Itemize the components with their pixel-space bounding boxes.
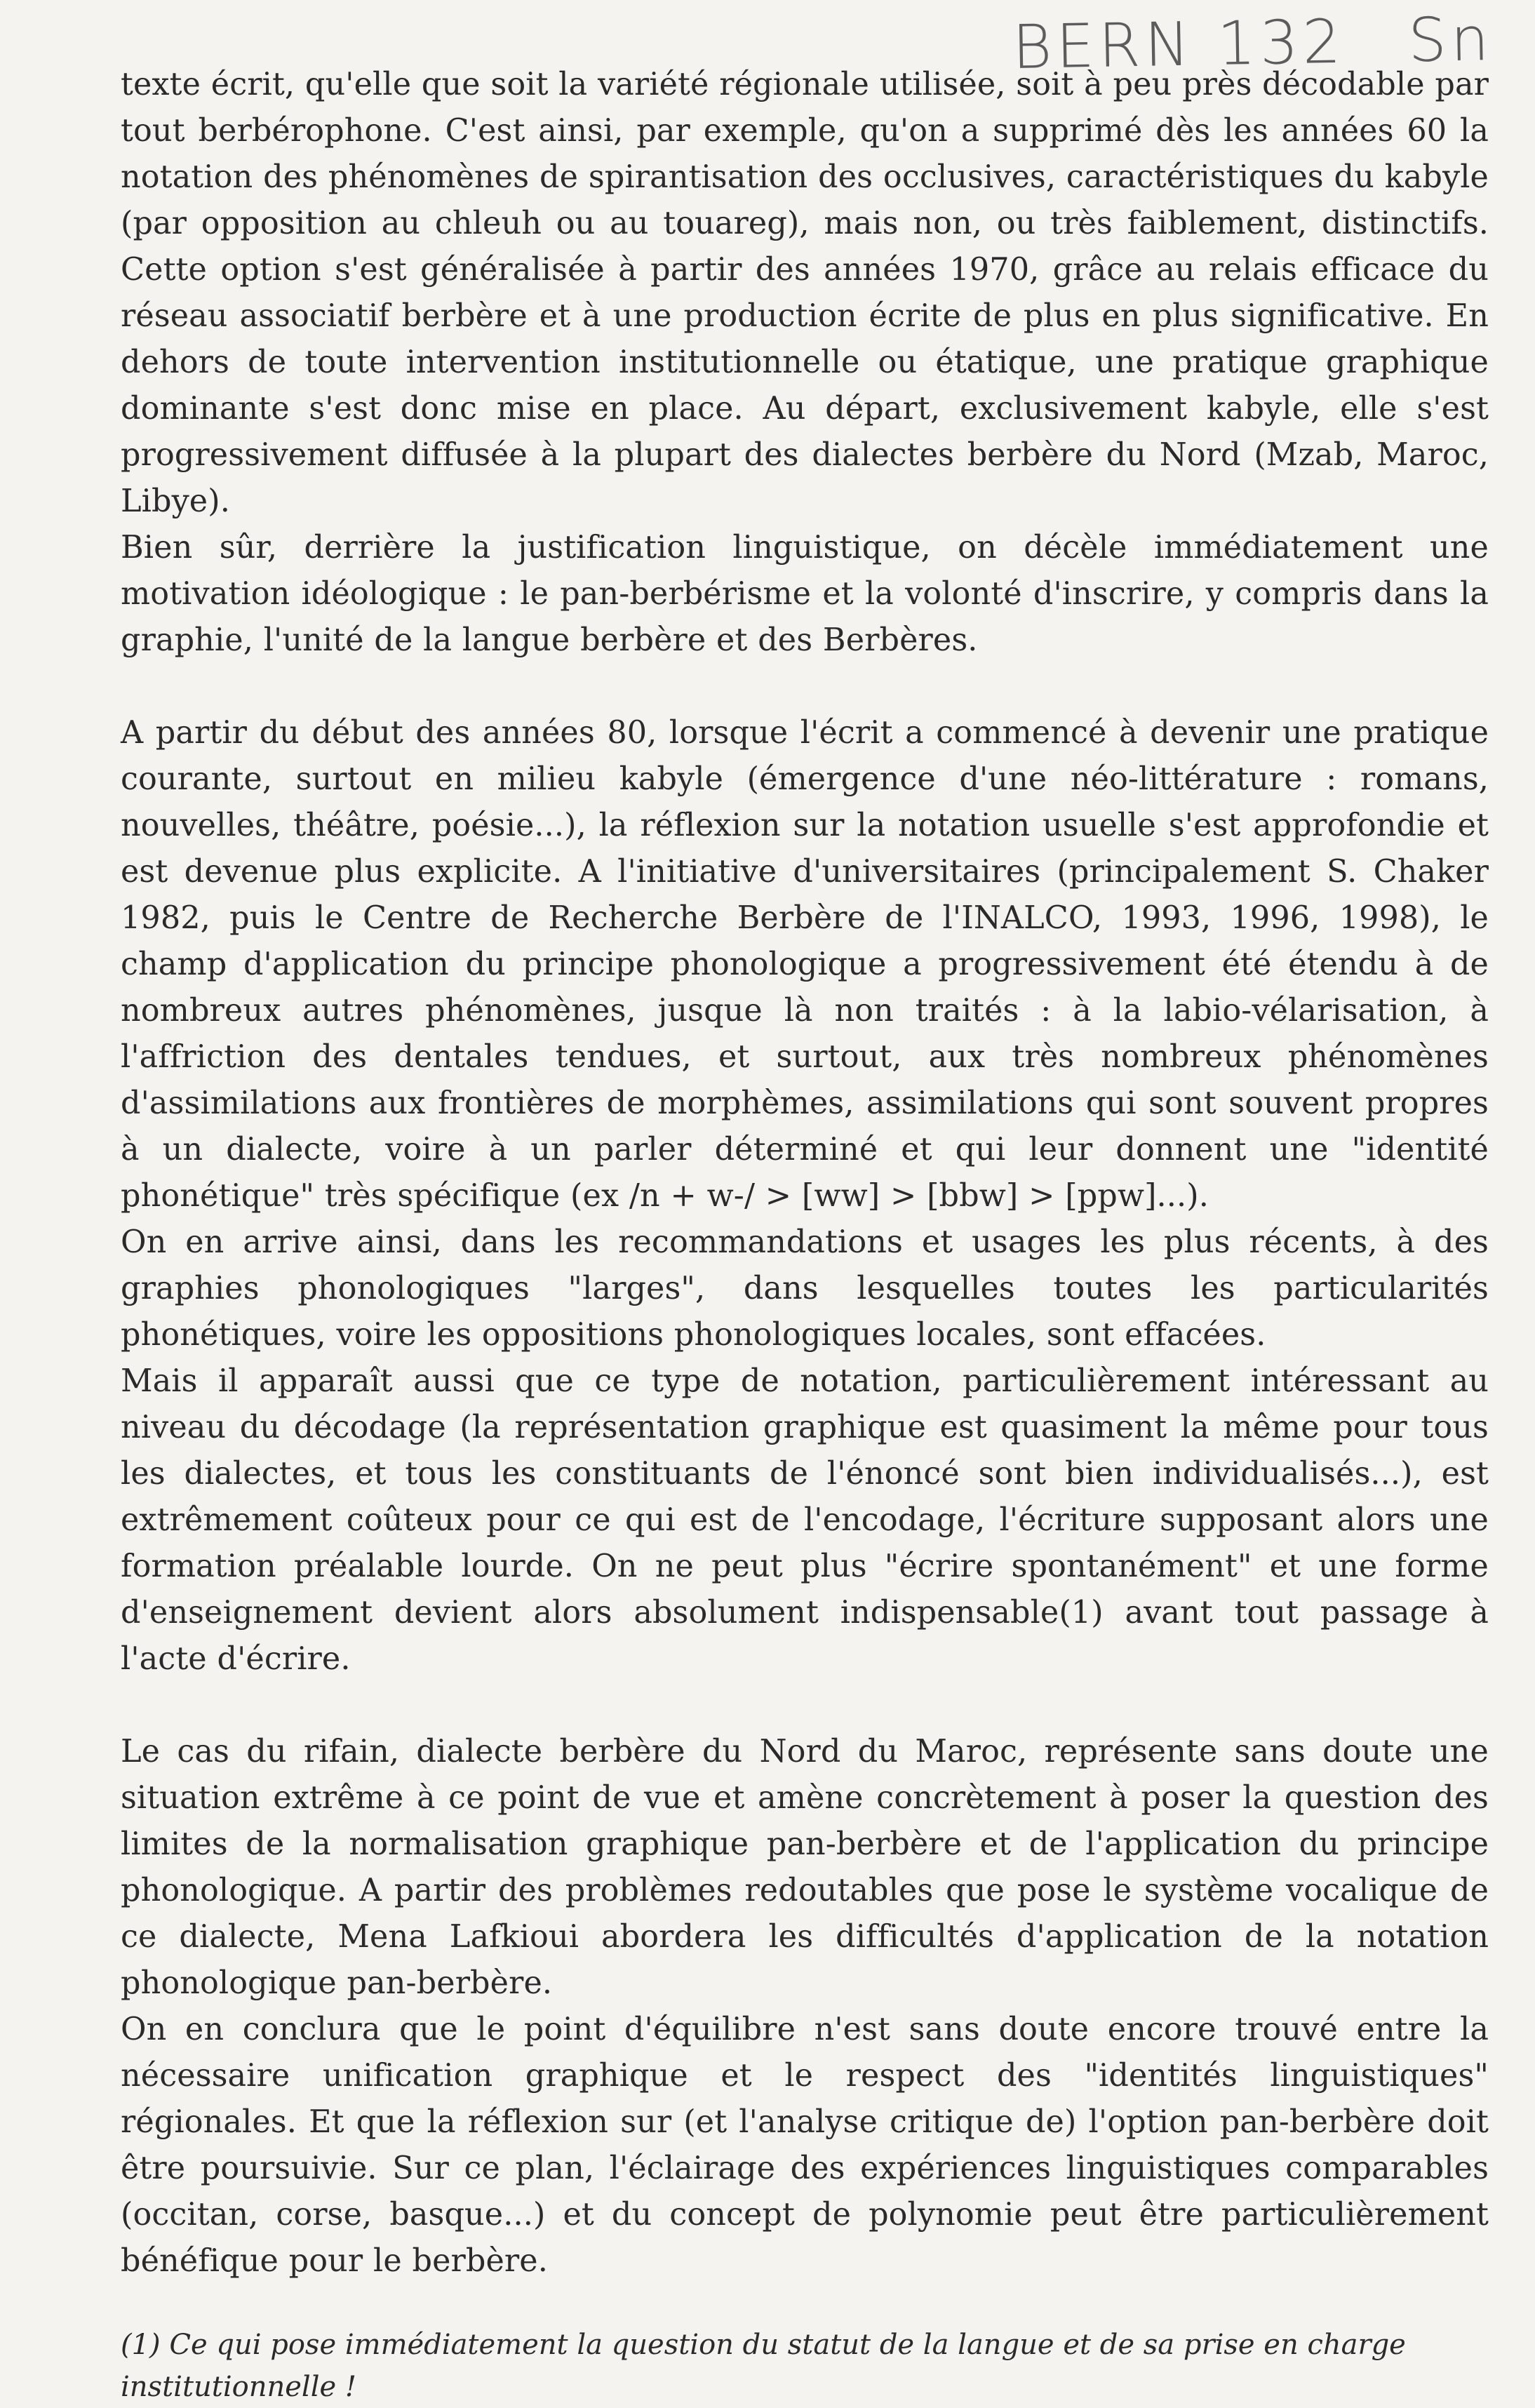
document-body: [121, 62, 1489, 2408]
footnote: (1) Ce qui pose immédiatement la question du statut de la langue et de sa prise en charge institutionnelle !: [121, 2329, 1406, 2403]
paragraph-7: On en conclura que le point d'équilibre n'est sans doute encore trouvé entre la nécessaire unification graphique et le respect des "identités linguistiques" régionales. Et que la réflexion sur (et l'analyse critique de) l'option pan-berbère doit être poursuivie. Sur ce plan, l'éclairage des expériences linguistiques comparables (occitan, corse, basque...) et du concept de polynomie peut être particulièrement bénéfique pour le berbère.: [121, 2012, 1489, 2279]
paragraph-2: Bien sûr, derrière la justification linguistique, on décèle immédiatement une motivation idéologique : le pan-berbérisme et la volonté d'inscrire, y compris dans la graphie, l'unité de la langue berbère et des Berbères.: [121, 530, 1489, 658]
paragraph-5: Mais il apparaît aussi que ce type de notation, particulièrement intéressant au niveau du décodage (la représentation graphique est quasiment la même pour tous les dialectes, et tous les constituants de l'énoncé sont bien individualisés...), est extrêmement coûteux pour ce qui est de l'encodage, l'écriture supposant alors une formation préalable lourde. On ne peut plus "écrire spontanément" et une forme d'enseignement devient alors absolument indispensable(1) avant tout passage à l'acte d'écrire.: [121, 1363, 1489, 1677]
paragraph-6: Le cas du rifain, dialecte berbère du Nord du Maroc, représente sans doute une situation extrême à ce point de vue et amène concrètement à poser la question des limites de la normalisation graphique pan-berbère et de l'application du principe phonologique. A partir des problèmes redoutables que pose le système vocalique de ce dialecte, Mena Lafkioui abordera les difficultés d'application de la notation phonologique pan-berbère.: [121, 1734, 1489, 2001]
paragraph-1: texte écrit, qu'elle que soit la variété régionale utilisée, soit à peu près décodable par tout berbérophone. C'est ainsi, par exemple, qu'on a supprimé dès les années 60 la notation des phénomènes de spirantisation des occlusives, caractéristiques du kabyle (par opposition au chleuh ou au touareg), mais non, ou très faiblement, distinctifs. Cette option s'est généralisée à partir des années 1970, grâce au relais efficace du réseau associatif berbère et à une production écrite de plus en plus significative. En dehors de toute intervention institutionnelle ou étatique, une pratique graphique dominante s'est donc mise en place. Au départ, exclusivement kabyle, elle s'est progressivement diffusée à la plupart des dialectes berbère du Nord (Mzab, Maroc, Libye).: [121, 67, 1489, 519]
paragraph-4: On en arrive ainsi, dans les recommandations et usages les plus récents, à des graphies phonologiques "larges", dans lesquelles toutes les particularités phonétiques, voire les oppositions phonologiques locales, sont effacées.: [121, 1224, 1489, 1353]
paragraph-3: A partir du début des années 80, lorsque l'écrit a commencé à devenir une pratique courante, surtout en milieu kabyle (émergence d'une néo-littérature : romans, nouvelles, théâtre, poésie...), la réflexion sur la notation usuelle s'est approfondie et est devenue plus explicite. A l'initiative d'universitaires (principalement S. Chaker 1982, puis le Centre de Recherche Berbère de l'INALCO, 1993, 1996, 1998), le champ d'application du principe phonologique a progressivement été étendu à de nombreux autres phénomènes, jusque là non traités : à la labio-vélarisation, à l'affriction des dentales tendues, et surtout, aux très nombreux phénomènes d'assimilations aux frontières de morphèmes, assimilations qui sont souvent propres à un dialecte, voire à un parler déterminé et qui leur donnent une "identité phonétique" très spécifique (ex /n + w-/ > [ww] > [bbw] > [ppw]...).: [121, 715, 1489, 1214]
annotation-mark: Sn: [1407, 4, 1494, 76]
paragraph-gap: [121, 664, 1489, 710]
annotation-code: BERN 132: [1011, 6, 1346, 83]
paragraph-gap: [121, 1683, 1489, 1729]
